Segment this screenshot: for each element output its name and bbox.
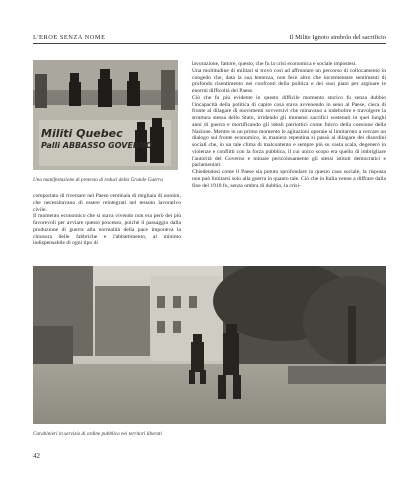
paragraph: Chiedendosi come il Paese sia potuto sprofondare in questo caos sociale, la risposta non può limitarsi solo alla guerra in quanto tale. Ciò che in Italia venne a diffrare dalla fine del 1918 fu, senza ombra di dubbio, la crisi- [192, 169, 386, 189]
photo1-caption: Una manifestazione di protesta di reduci della Grande Guerra [33, 177, 163, 183]
graffiti-line-1: Militi Quebec [41, 127, 123, 140]
protest-photo [33, 60, 178, 170]
paragraph: Il momento economico che si stava vivendo non era però dei più favorevoli per avviare questo processo, poiché il passaggio dalla produzione di guerra alla normalità della pace imponeva la chiusura delle fabbriche e l'abbattimento, al minimo indispensabile di ogni tipo di [33, 213, 181, 247]
paragraph: Ciò che fu più evidente in questo difficile momento storico fu senza dubbio l'incapacità della politica di capire cosa stava avvenendo in seno al Paese, cieca di fronte al dilagare di movimenti sovversivi che minavano a indebolire e travolgere la struttura stessa dello Stato, irridendo gli immensi sacrifici sostenuti in quei lunghi anni di guerra e mortificando gli ideali patriottici come fulcro della coesione della Nazione. Mentre in un primo momento le agitazioni operaie si limitarono a cercare un dialogo sul fronte economico, in maniera repentina si passò al dilagare dei disordini sociali che, in un tale clima di malcontento e sempre più su vasta scala, degenerò in violenze e conflitti con la forza pubblica, il cui unico scopo era quello di imbrigliare l'autorità del Governo e minare pericolosamente gli stessi istituti democratici e parlamentari. [192, 94, 386, 169]
page-number: 42 [33, 452, 40, 460]
running-head-right: Il Milite Ignoto simbolo del sacrificio [289, 34, 386, 41]
running-head-left: L'EROE SENZA NOME [33, 34, 106, 41]
paragraph: Una moltitudine di militari si trovò così ad affrontare un percorso di collocamento in congedo che, data la sua lentezza, non fece altro che incrementare sentimenti di profondo risentimento nei confronti della politica e dei suoi piani per arginare le enormi difficoltà del Paese. [192, 67, 386, 94]
graffiti-line-2: Palli ABBASSO GOVERNO [41, 141, 153, 150]
header-rule [33, 43, 386, 44]
wall-graffiti [41, 128, 153, 152]
left-column [33, 193, 181, 247]
paragraph: lavorazione, fattore, questo, che fu la crisi economica e sociale impostesi. [192, 61, 357, 67]
photo2-caption: Carabinieri in servizio di ordine pubblico nei territori liberati [33, 431, 162, 437]
carabinieri-photo [33, 266, 386, 424]
page-header [0, 0, 411, 48]
paragraph: comportato di riversare nel Paese centinaia di migliaia di uomini, che necessitavano di essere reintegrati nel tessuto lavorativo civile. [33, 193, 181, 213]
right-column [192, 61, 386, 189]
